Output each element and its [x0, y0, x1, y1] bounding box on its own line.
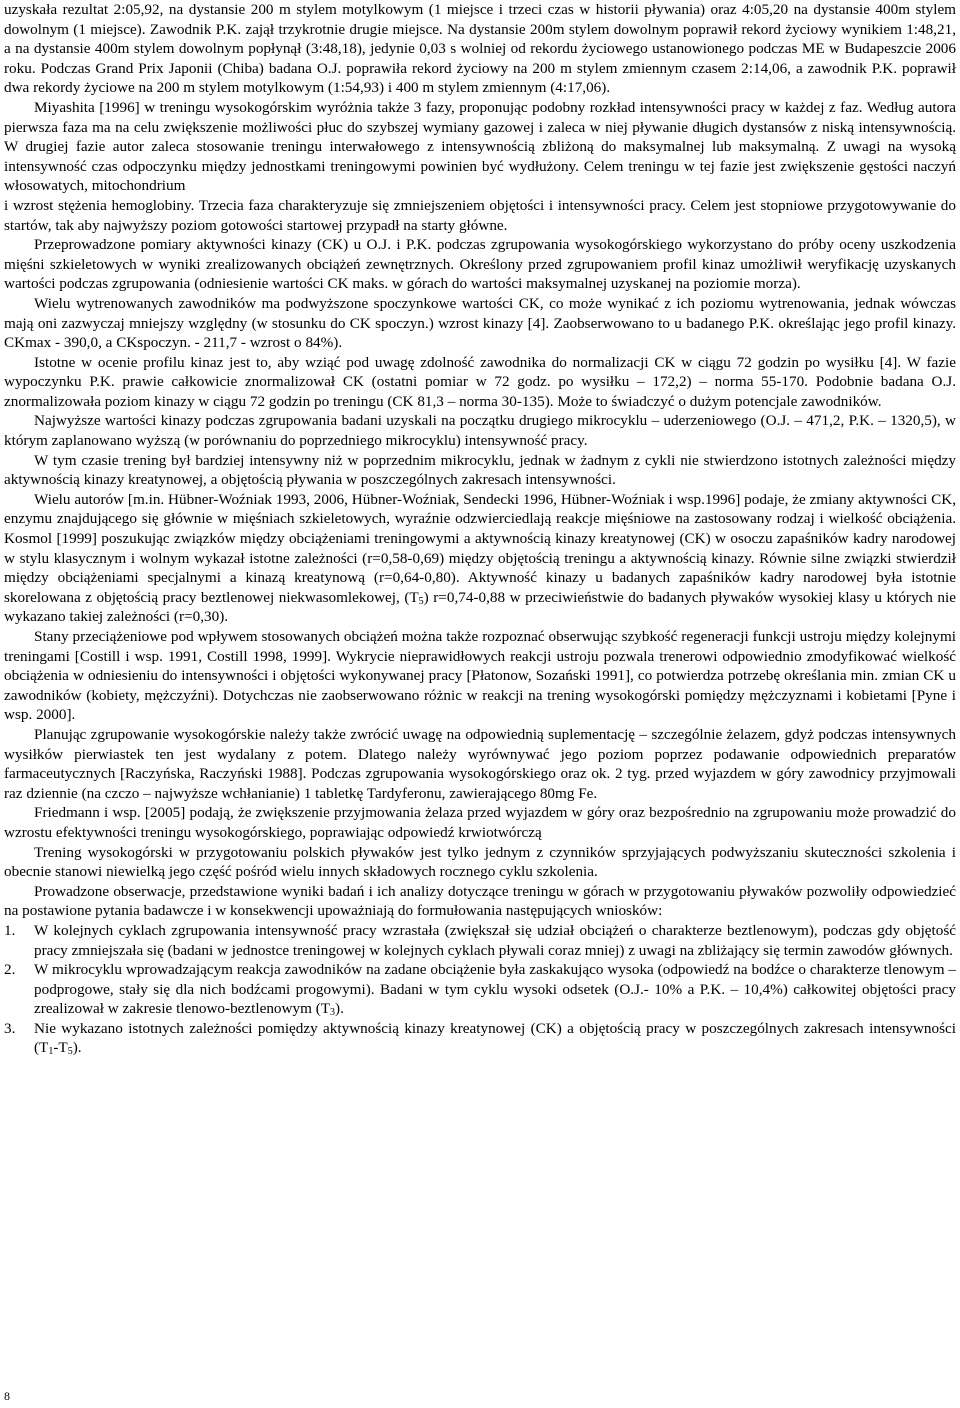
paragraph: Prowadzone obserwacje, przedstawione wyniki badań i ich analizy dotyczące treningu w górach w przygotowaniu pływaków pozwoliły odpowiedzieć na postawione pytania badawcze i w konsekwencji upoważniają do formułowania następujących wniosków:	[4, 882, 956, 920]
paragraph: Przeprowadzone pomiary aktywności kinazy (CK) u O.J. i P.K. podczas zgrupowania wysokogórskiego wykorzystano do próby oceny uszkodzenia mięśni szkieletowych w wyniki zrealizowanych obciążeń zewnętrznych. Określony przed zgrupowaniem profil kinaz umożliwił weryfikację uzyskanych wartości podczas zgrupowania (odniesienie wartości CK maks. w górach do wartości maksymalnej uzyskanej na poziomie morza).	[4, 236, 956, 293]
paragraph: Planując zgrupowanie wysokogórskie należy także zwrócić uwagę na odpowiednią suplementację – szczególnie żelazem, gdyż podczas intensywnych wysiłków pierwiastek ten jest wydalany z potem. Dlatego należy wyrównywać jego poziom poprzez podawanie odpowiednich preparatów farmaceutycznych [Raczyńska, Raczyński 1988]. Podczas zgrupowania wysokogórskiego oraz ok. 2 tyg. przed wyjazdem w góry zawodnicy przyjmowali raz dziennie (na czczo – najwyższe wchłanianie) 1 tabletkę Tardyferonu, zawierającego 80mg Fe.	[4, 725, 956, 802]
page-number: 8	[4, 1389, 10, 1403]
paragraph: Najwyższe wartości kinazy podczas zgrupowania badani uzyskali na początku drugiego mikrocyklu – uderzeniowego (O.J. – 471,2, P.K. – 1320,5), w którym zaplanowano wyższą (w porównaniu do poprzedniego mikrocyklu) intensywność pracy.	[4, 412, 956, 450]
list-item-number: 1.	[4, 921, 16, 939]
paragraph: Istotne w ocenie profilu kinaz jest to, aby wziąć pod uwagę zdolność zawodnika do normalizacji CK w ciągu 72 godzin po wysiłku [4]. W fazie wypoczynku P.K. prawie całkowicie znormalizował CK (ostatni pomiar w 72 godz. po wysiłku – 172,2) – norma 55-170. Podobnie badana O.J. znormalizowała poziom kinazy w ciągu 72 godzin po treningu (CK 81,3 – norma 30-135). Może to świadczyć o dużym potencjale zawodników.	[4, 353, 956, 410]
paragraph: Miyashita [1996] w treningu wysokogórskim wyróżnia także 3 fazy, proponując podobny rozkład intensywności pracy w każdej z faz. Według autora pierwsza faza ma na celu zwiększenie możliwości płuc do szybszej wymiany gazowej i zaleca w niej pływanie długich dystansów z niską intensywnością. W drugiej fazie autor zaleca stosowanie treningu interwałowego z intensywnością zbliżoną do maksymalnej lub maksymalną. Z uwagi na wysoką intensywność czas odpoczynku między jednostkami treningowymi powinien być wydłużony. Celem treningu w tej fazie jest zwiększenie gęstości naczyń włosowatych, mitochondrium	[4, 98, 956, 195]
list-item-text: W mikrocyklu wprowadzającym reakcja zawodników na zadane obciążenie była zaskakująco wysoka (odpowiedź na bodźce o charakterze tlenowym – podprogowe, stały się dla nich bodźcami progowymi). Badani w tym cyklu wysoki odsetek (O.J.- 10% a P.K. – 10,4%) całkowitej objętości pracy zrealizował w zakresie tlenowo-beztlenowym $(T_3)$.	[34, 961, 956, 1019]
list-item-number: 3.	[4, 1019, 16, 1037]
list-item-text: W kolejnych cyklach zgrupowania intensywność pracy wzrastała (zwiększał się udział obciążeń o charakterze beztlenowym), podczas gdy objętość pracy zmniejszała się (badani w jednostce treningowej w kolejnych cyklach pływali coraz mniej) z uwagi na zbliżający się termin zawodów głównych.	[34, 921, 956, 959]
document-body	[4, 0, 956, 1058]
paragraph: W tym czasie trening był bardziej intensywny niż w poprzednim mikrocyklu, jednak w żadnym z cykli nie stwierdzono istotnych zależności między aktywnością kinazy kreatynowej, a objętością pływania w poszczególnych zakresach intensywności.	[4, 451, 956, 489]
paragraph: Trening wysokogórski w przygotowaniu polskich pływaków jest tylko jednym z czynników sprzyjających podwyższaniu skuteczności szkolenia i obecnie stanowi niewielką jego część pośród wielu innych składowych rocznego cyklu szkolenia.	[4, 843, 956, 881]
list-item	[4, 960, 956, 1019]
paragraph: Stany przeciążeniowe pod wpływem stosowanych obciążeń można także rozpoznać obserwując szybkość regeneracji funkcji ustroju między kolejnymi treningami [Costill i wsp. 1991, Costill 1998, 1999]. Wykrycie nieprawidłowych reakcji ustroju pozwala trenerowi odpowiednio zmodyfikować wielkość obciążenia w odniesieniu do intensywności i objętości wykonywanej pracy [Płatonow, Sozański 1991], co potwierdza potrzebę określania min. zmian CK u zawodników (kobiety, mężczyźni). Dotychczas nie zaobserwowano różnic w reakcji na trening wysokogórski pomiędzy mężczyznami i kobietami [Pyne i wsp. 2000].	[4, 628, 956, 724]
list-item-text: Nie wykazano istotnych zależności pomiędzy aktywnością kinazy kreatynowej (CK) a objętością pracy w poszczególnych zakresach intensywności $(T_1-T_5)$.	[34, 1019, 956, 1058]
paragraph: Wielu autorów [m.in. Hübner-Woźniak 1993, 2006, Hübner-Woźniak, Sendecki 1996, Hübner-Woźniak i wsp.1996] podaje, że zmiany aktywności CK, enzymu znajdującego się głównie w mięśniach szkieletowych, wyraźnie odzwierciedlają reakcje mięśniowe na zastosowany rodzaj i wielkość obciążenia. Kosmol [1999] poszukując związków między obciążeniami treningowymi a aktywnością kinazy kreatynowej (CK) w osoczu zapaśników kadry narodowej w stylu klasycznym i wolnym wykazał istotne zależności (r=0,58-0,69) między objętością treningu a aktywnością kinazy. Równie silne związki stwierdził między obciążeniami specjalnymi a kinazą kreatynową (r=0,64-0,80). Aktywność kinazy u badanych zapaśników kadry narodowej była istotnie skorelowana z objętością pracy beztlenowej niekwasomlekowej, $(T_5)$ r=0,74-0,88 w przeciwieństwie do badanych pływaków wysokiej klasy u których nie wykazano takiej zależności (r=0,30).	[4, 490, 956, 626]
list-item	[4, 921, 956, 960]
paragraphs	[4, 0, 956, 921]
paragraph: Friedmann i wsp. [2005] podają, że zwiększenie przyjmowania żelaza przed wyjazdem w góry oraz bezpośrednio na zgrupowaniu może prowadzić do wzrostu efektywności treningu wysokogórskiego, poprawiając odpowiedź krwiotwórczą	[4, 804, 956, 841]
conclusions-list	[4, 921, 956, 1058]
list-item-number: 2.	[4, 961, 16, 979]
paragraph: uzyskała rezultat 2:05,92, na dystansie 200 m stylem motylkowym (1 miejsce i trzeci czas w historii pływania) oraz 4:05,20 na dystansie 400m stylem dowolnym (1 miejsce). Zawodnik P.K. zajął trzykrotnie drugie miejsce. Na dystansie 200m stylem dowolnym poprawił rekord życiowy wynikiem 1:48,21, a na dystansie 400m stylem dowolnym popłynął (3:48,18), jedynie 0,03 s wolniej od rekordu życiowego ustanowionego podczas ME w Budapeszcie 2006 roku. Podczas Grand Prix Japonii (Chiba) badana O.J. poprawiła rekord życiowy na 200 m stylem zmiennym czasem 2:14,06, a zawodnik P.K. poprawił dwa rekordy życiowe na 200 m stylem motylkowym (1:54,93) i 400 m stylem zmiennym (4:17,06).	[4, 1, 956, 97]
list-item	[4, 1019, 956, 1058]
paragraph: i wzrost stężenia hemoglobiny. Trzecia faza charakteryzuje się zmniejszeniem objętości i intensywności pracy. Celem jest stopniowe przygotowywanie do startów, tak aby najwyższy poziom gotowości startowej przypadł na starty główne.	[4, 196, 956, 234]
paragraph: Wielu wytrenowanych zawodników ma podwyższone spoczynkowe wartości CK, co może wynikać z ich poziomu wytrenowania, jednak wówczas mają oni zazwyczaj mniejszy względny (w stosunku do CK spoczyn.) wzrost kinazy [4]. Zaobserwowano to u badanego P.K. określając jego profil kinazy. CKmax - 390,0, a CKspoczyn. - 211,7 - wzrost o 84%).	[4, 294, 956, 352]
